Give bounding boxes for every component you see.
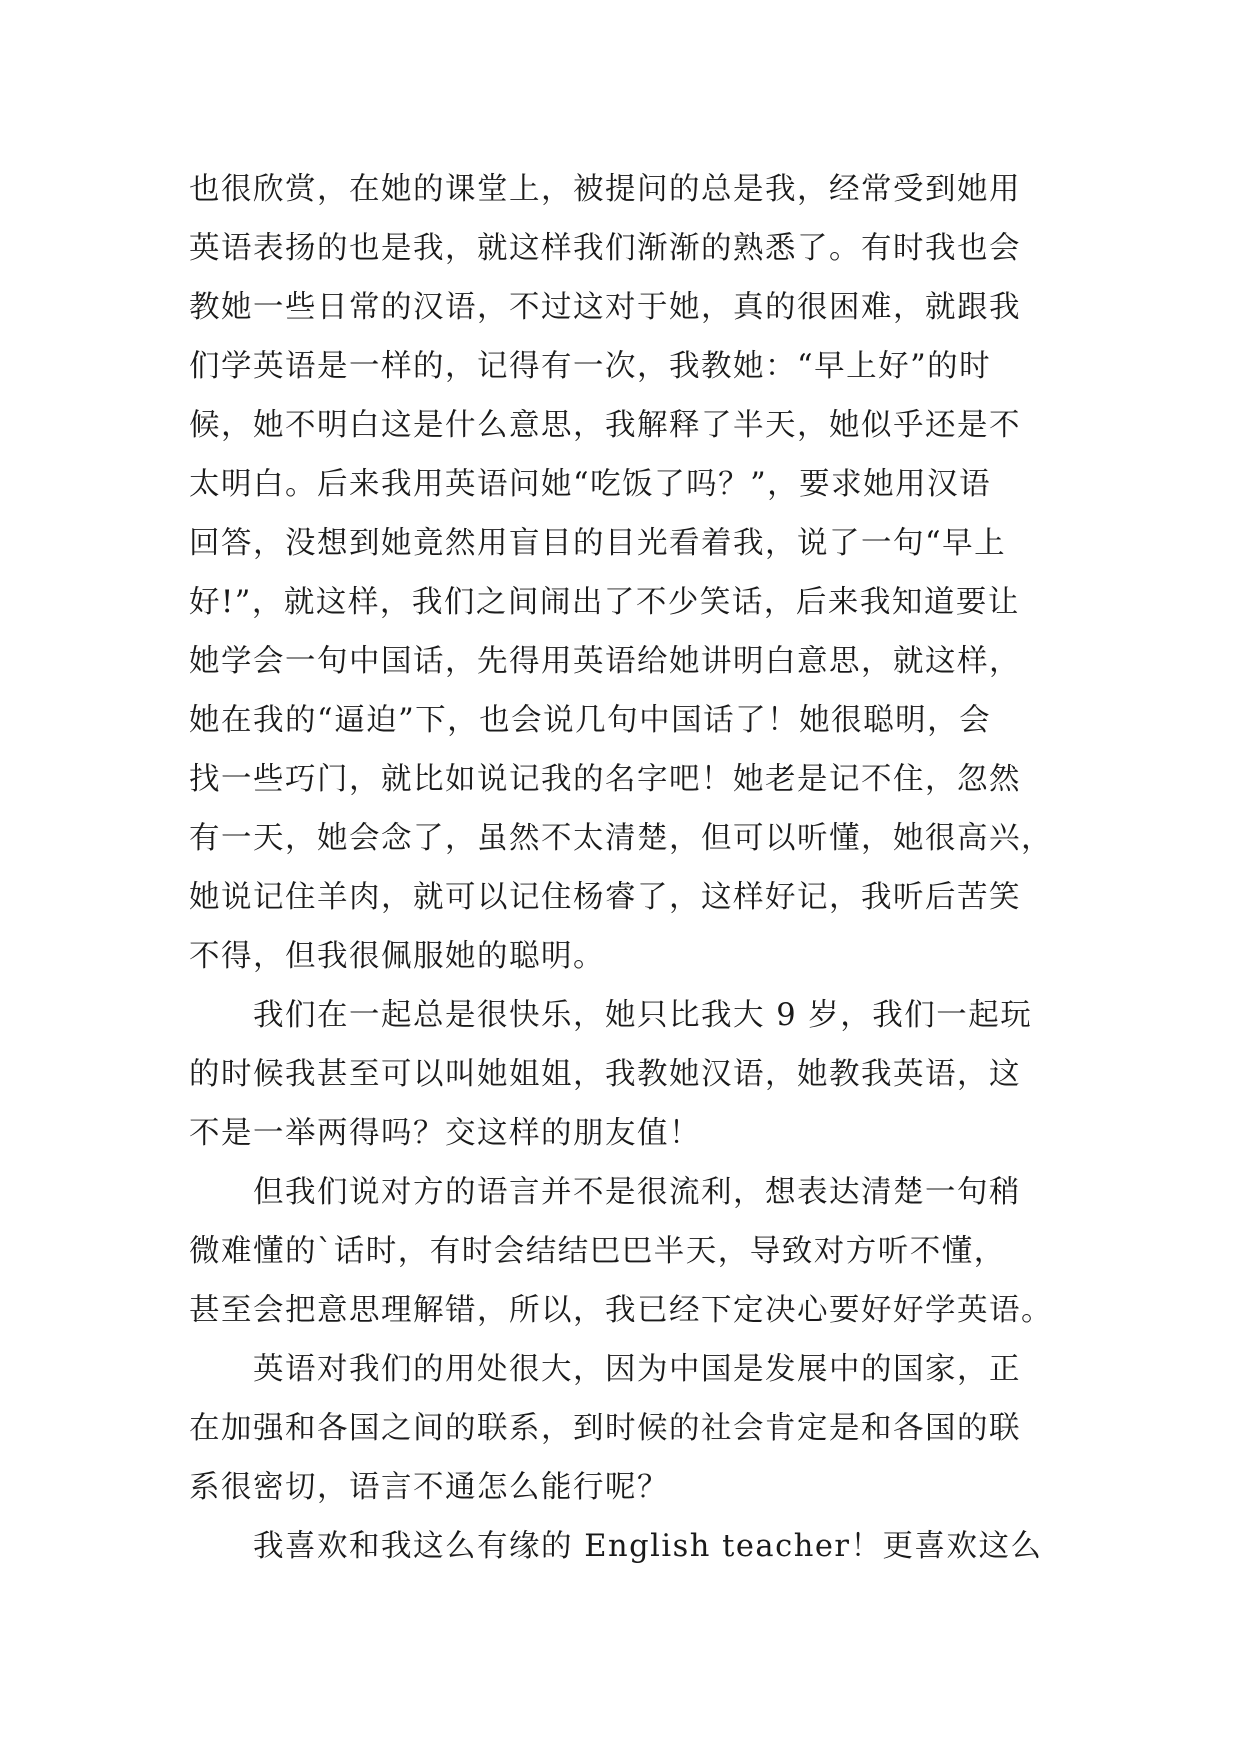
text-line: 不得，但我很佩服她的聪明。 [189, 939, 605, 974]
text-line: 我们在一起总是很快乐，她只比我大 9 岁，我们一起玩 [189, 998, 1033, 1033]
text-line: 甚至会把意思理解错，所以，我已经下定决心要好好学英语。 [189, 1293, 1053, 1328]
text-line: 的时候我甚至可以叫她姐姐，我教她汉语，她教我英语，这 [189, 1057, 1021, 1092]
text-line: 英语对我们的用处很大，因为中国是发展中的国家，正 [189, 1352, 1021, 1387]
text-line: 在加强和各国之间的联系，到时候的社会肯定是和各国的联 [189, 1411, 1021, 1446]
text-line: 我喜欢和我这么有缘的 English teacher！更喜欢这么 [189, 1529, 1043, 1564]
text-line: 她在我的“逼迫”下，也会说几句中国话了！她很聪明，会 [189, 703, 992, 738]
body-text [189, 160, 1061, 1576]
text-line: 有一天，她会念了，虽然不太清楚，但可以听懂，她很高兴， [189, 821, 1053, 856]
text-line: 候，她不明白这是什么意思，我解释了半天，她似乎还是不 [189, 408, 1021, 443]
text-line: 太明白。后来我用英语问她“吃饭了吗？”，要求她用汉语 [189, 467, 992, 502]
text-line: 们学英语是一样的，记得有一次，我教她：“早上好”的时 [189, 349, 992, 384]
text-line: 好!”，就这样，我们之间闹出了不少笑话，后来我知道要让 [189, 585, 1020, 620]
text-line: 英语表扬的也是我，就这样我们渐渐的熟悉了。有时我也会 [189, 231, 1021, 266]
text-line: 微难懂的`话时，有时会结结巴巴半天，导致对方听不懂， [189, 1234, 1006, 1269]
text-line: 她学会一句中国话，先得用英语给她讲明白意思，就这样， [189, 644, 1021, 679]
text-line: 回答，没想到她竟然用盲目的目光看着我，说了一句“早上 [189, 526, 1007, 561]
text-line: 系很密切，语言不通怎么能行呢？ [189, 1470, 669, 1505]
text-line: 不是一举两得吗？交这样的朋友值！ [189, 1116, 701, 1151]
text-line: 找一些巧门，就比如说记我的名字吧！她老是记不住，忽然 [189, 762, 1021, 797]
text-line: 但我们说对方的语言并不是很流利，想表达清楚一句稍 [189, 1175, 1021, 1210]
text-line: 教她一些日常的汉语，不过这对于她，真的很困难，就跟我 [189, 290, 1021, 325]
text-line: 她说记住羊肉，就可以记住杨睿了，这样好记，我听后苦笑 [189, 880, 1021, 915]
text-line: 也很欣赏，在她的课堂上，被提问的总是我，经常受到她用 [189, 172, 1021, 207]
